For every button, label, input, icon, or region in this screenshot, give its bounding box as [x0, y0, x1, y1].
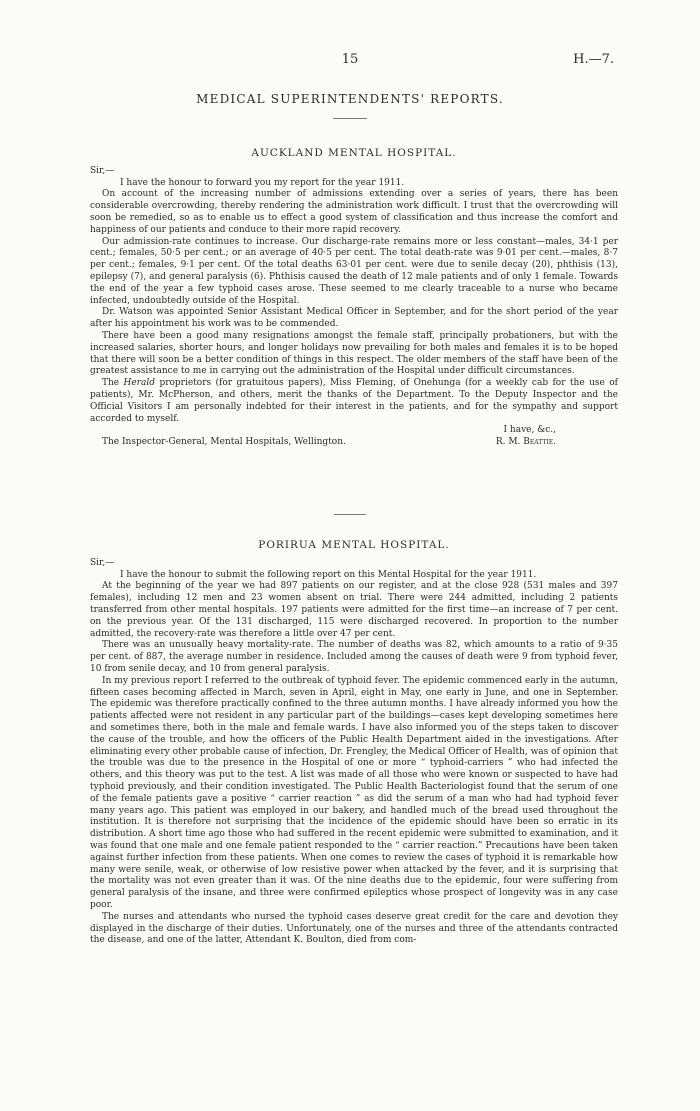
porirua-paragraph-4: In my previous report I referred to the outbreak of typhoid fever. The epidemic commenced early in the autumn, fifteen cases becoming affected in March, seven in April, eight in May, one early in June, and one in September. The epidemic was therefore practically confined to the three autumn months. I have already informed you how the patients affected were not resident in any particular part of the buildings—cases kept developing sometimes here and sometimes there, both in the male and female wards. I have also informed you of the steps taken to discover the cause of the trouble, and how the officers of the Public Health Department aided in the investigations. After eliminating every other probable cause of infection, Dr. Frengley, the Medical Officer of Health, was of opinion that the trouble was due to the presence in the Hospital of one or more “ typhoid-carriers ” who had infected the others, and this theory was put to the test. A list was made of all those who were known or suspected to have had typhoid previously, and their condition investigated. The Public Health Bacteriologist found that the serum of one of the female patients gave a positive “ carrier reaction ” as did the serum of a man who had had typhoid fever many years ago. This patient was employed in our bakery, and handled much of the bread used throughout the institution. It is therefore not surprising that the incidence of the epidemic should have been so erratic in its distribution. A short time ago those who had suffered in the recent epidemic were submitted to examination, and it was found that one male and one female patient responded to the “ carrier reaction.” Precautions have been taken against further infection from these patients. When one comes to review the cases of typhoid it is remarkable how many were senile, weak, or otherwise of low resistive power when attacked by the fever, and it is surprising that the mortality was not even greater than it was. Of the nine deaths due to the epidemic, four were suffering from general paralysis of the insane, and three were confirmed epileptics whose prospect of longevity was in any case poor. — [90, 675, 618, 910]
porirua-paragraph-1: I have the honour to submit the following report on this Mental Hospital for the year 1911. — [120, 569, 537, 580]
porirua-report — [90, 540, 618, 947]
herald-pre: The — [102, 378, 120, 389]
auckland-closing-row — [90, 425, 618, 437]
title-divider — [333, 118, 367, 119]
herald-post: proprietors (for gratuitous papers), Miss Fleming, of Onehunga (for a weekly cab for the use of patients), Mr. McPherson, and others, merit the thanks of the Department. To the Deputy Inspector and the Official Visitors I am personally indebted for their interest in the patients, and for the sympathy and support accorded to myself. — [90, 378, 618, 424]
main-title: MEDICAL SUPERINTENDENTS' REPORTS. — [196, 92, 504, 106]
report-code: H.—7. — [573, 52, 614, 67]
porirua-paragraph-2: At the beginning of the year we had 897 patients on our register, and at the close 928 (531 males and 397 females), including 12 men and 23 women absent on trial. There were 244 admitted, including 2 patients transferred from other mental hospitals. 197 patients were admitted for the first time—an increase of 7 per cent. on the previous year. Of the 131 discharged, 115 were discharged recovered. In proportion to the number admitted, the recovery-rate was therefore a little over 47 per cent. — [90, 581, 618, 639]
porirua-salutation: Sir,— — [90, 557, 115, 568]
section-divider — [334, 514, 366, 515]
auckland-salutation: Sir,— — [90, 165, 115, 176]
auckland-addressee: The Inspector-General, Mental Hospitals, Wellington. — [102, 437, 346, 448]
porirua-title: PORIRUA MENTAL HOSPITAL. — [258, 539, 450, 551]
auckland-paragraph-5: There have been a good many resignations amongst the female staff, principally probationers, but with the increased salaries, shorter hours, and longer holidays now prevailing for both males and females it is to be hoped that there will soon be a better condition of things in this respect. The older members of the staff have been of the greatest assistance to me in carrying out the administration of the Hospital under difficult circumstances. — [90, 330, 618, 377]
auckland-paragraph-1: I have the honour to forward you my report for the year 1911. — [120, 177, 405, 188]
auckland-closing: I have, &c., — [503, 425, 556, 436]
porirua-paragraph-5: The nurses and attendants who nursed the typhoid cases deserve great credit for the care and devotion they displayed in the discharge of their duties. Unfortunately, one of the nurses and three of the attendants contracted the disease, and one of the latter, Attendant K. Boulton, died from com- — [90, 911, 618, 946]
herald-newspaper-name: Herald — [123, 378, 156, 389]
auckland-paragraph-4: Dr. Watson was appointed Senior Assistant Medical Officer in September, and for the short period of the year after his appointment his work was to be commended. — [90, 307, 618, 330]
page-number: 15 — [341, 52, 359, 67]
auckland-signature-row — [90, 437, 618, 449]
auckland-paragraph-2: On account of the increasing number of admissions extending over a series of years, there has been considerable overcrowding, thereby rendering the administration work difficult. I trust that the overcrowding will soon be remedied, so as to enable us to effect a good system of classification and thus increase the comfort and happiness of our patients and conduce to their more rapid recovery. — [90, 189, 618, 235]
auckland-report — [90, 148, 618, 449]
auckland-title: AUCKLAND MENTAL HOSPITAL. — [251, 147, 457, 159]
porirua-paragraph-3: There was an unusually heavy mortality-rate. The number of deaths was 82, which amounts to a ratio of 9·35 per cent. of 887, the average number in residence. Included among the causes of death were 9 from typhoid fever, 10 from senile decay, and 10 from general paralysis. — [90, 640, 618, 674]
auckland-paragraph-3: Our admission-rate continues to increase. Our discharge-rate remains more or less constant—males, 34·1 per cent.; females, 50·5 per cent.; or an average of 40·5 per cent. The total death-rate was 9·01 per cent.—males, 8·7 per cent.; females, 9·1 per cent. Of the total deaths 63·01 per cent. were due to senile decay (20), phthisis (13), epilepsy (7), and general paralysis (6). Phthisis caused the death of 12 male patients and of only 1 female. Towards the end of the year a few typhoid cases arose. These seemed to me clearly traceable to a nurse who became infected, undoubtedly outside of the Hospital. — [90, 236, 618, 306]
auckland-signature: R. M. Beattie. — [495, 437, 556, 448]
auckland-paragraph-6 — [90, 378, 618, 425]
